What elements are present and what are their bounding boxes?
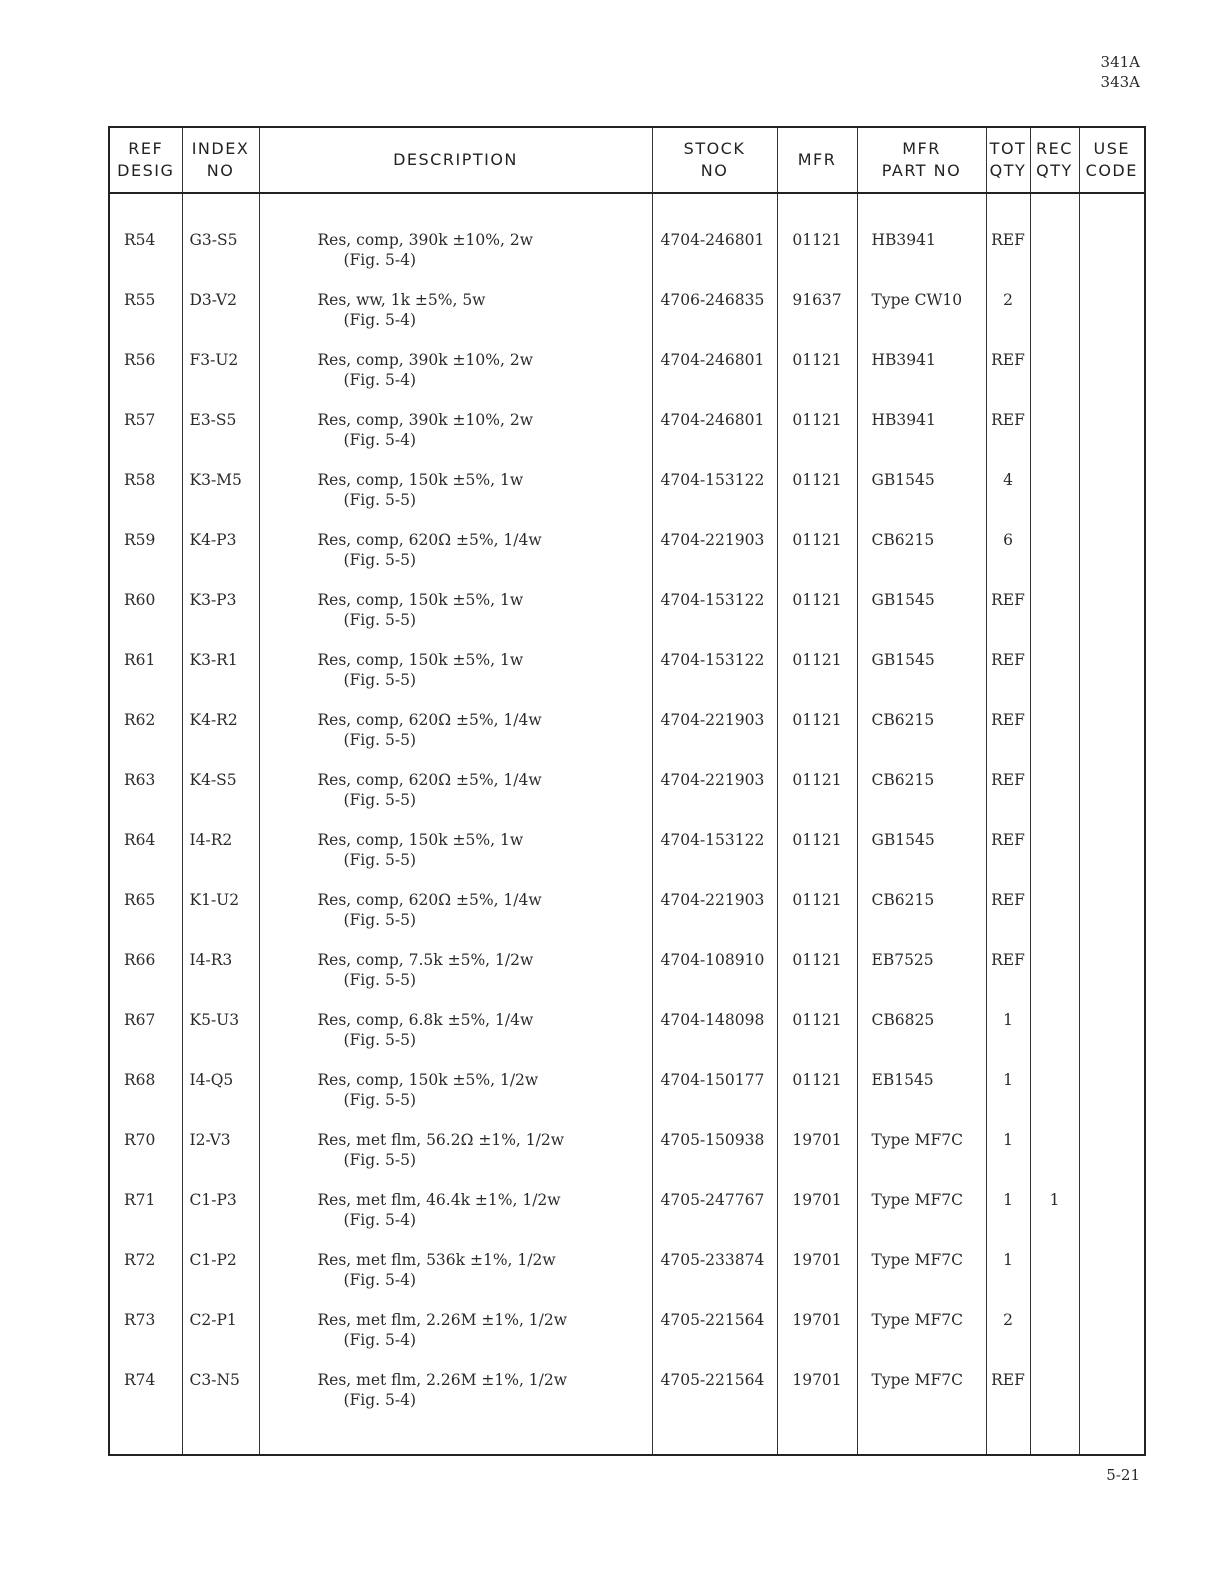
rec-qty-cell xyxy=(1030,1370,1079,1430)
stock-no-cell: 4704-148098 xyxy=(652,1010,777,1070)
stock-no-cell: 4704-153122 xyxy=(652,830,777,890)
tot-qty-cell: 1 xyxy=(986,1250,1030,1310)
mfr-code-cell: 01121 xyxy=(777,530,857,590)
description-text: Res, ww, 1k ±5%, 5w xyxy=(317,291,486,309)
rec-qty-cell xyxy=(1030,230,1079,290)
table-bottom-spacer xyxy=(109,1430,1145,1455)
mfr-part-no-cell: Type MF7C xyxy=(857,1130,986,1190)
stock-no-cell: 4704-108910 xyxy=(652,950,777,1010)
use-code-cell xyxy=(1079,290,1145,350)
index-no-cell: C3-N5 xyxy=(182,1370,259,1430)
stock-no-cell: 4704-246801 xyxy=(652,410,777,470)
table-row xyxy=(109,710,1145,770)
figure-reference: (Fig. 5-5) xyxy=(343,671,417,689)
tot-qty-cell: REF xyxy=(986,650,1030,710)
mfr-code-cell: 01121 xyxy=(777,830,857,890)
model-line: 341A xyxy=(1100,53,1140,71)
index-no-cell: E3-S5 xyxy=(182,410,259,470)
index-no-cell: K5-U3 xyxy=(182,1010,259,1070)
figure-reference: (Fig. 5-5) xyxy=(343,551,417,569)
use-code-cell xyxy=(1079,470,1145,530)
mfr-part-no-cell: Type MF7C xyxy=(857,1310,986,1370)
description-text: Res, comp, 620Ω ±5%, 1/4w xyxy=(317,891,542,909)
table-row xyxy=(109,650,1145,710)
figure-reference: (Fig. 5-4) xyxy=(343,431,417,449)
mfr-code-cell: 01121 xyxy=(777,410,857,470)
tot-qty-cell: REF xyxy=(986,830,1030,890)
description-cell xyxy=(259,890,652,950)
table-row xyxy=(109,530,1145,590)
ref-desig-cell: R65 xyxy=(109,890,182,950)
use-code-cell xyxy=(1079,1190,1145,1250)
ref-desig-cell: R54 xyxy=(109,230,182,290)
tot-qty-cell: REF xyxy=(986,950,1030,1010)
index-no-cell: K1-U2 xyxy=(182,890,259,950)
description-text: Res, met flm, 536k ±1%, 1/2w xyxy=(317,1251,556,1269)
use-code-cell xyxy=(1079,650,1145,710)
index-no-cell: F3-U2 xyxy=(182,350,259,410)
tot-qty-cell: 1 xyxy=(986,1070,1030,1130)
ref-desig-cell: R55 xyxy=(109,290,182,350)
stock-no-cell: 4705-233874 xyxy=(652,1250,777,1310)
description-text: Res, comp, 390k ±10%, 2w xyxy=(317,411,533,429)
description-cell xyxy=(259,410,652,470)
figure-reference: (Fig. 5-5) xyxy=(343,611,417,629)
table-row xyxy=(109,1070,1145,1130)
stock-no-cell: 4705-150938 xyxy=(652,1130,777,1190)
use-code-cell xyxy=(1079,410,1145,470)
tot-qty-cell: 2 xyxy=(986,290,1030,350)
model-number xyxy=(1101,52,1140,92)
figure-reference: (Fig. 5-4) xyxy=(343,1271,417,1289)
rec-qty-cell xyxy=(1030,710,1079,770)
use-code-cell xyxy=(1079,1310,1145,1370)
mfr-part-no-cell: Type CW10 xyxy=(857,290,986,350)
use-code-cell xyxy=(1079,830,1145,890)
ref-desig-cell: R62 xyxy=(109,710,182,770)
description-text: Res, met flm, 46.4k ±1%, 1/2w xyxy=(317,1191,561,1209)
description-text: Res, met flm, 56.2Ω ±1%, 1/2w xyxy=(317,1131,565,1149)
mfr-code-cell: 01121 xyxy=(777,590,857,650)
rec-qty-cell: 1 xyxy=(1030,1190,1079,1250)
description-cell xyxy=(259,1370,652,1430)
mfr-part-no-cell: CB6215 xyxy=(857,770,986,830)
description-cell xyxy=(259,710,652,770)
rec-qty-cell xyxy=(1030,1070,1079,1130)
mfr-part-no-cell: GB1545 xyxy=(857,470,986,530)
description-text: Res, comp, 7.5k ±5%, 1/2w xyxy=(317,951,534,969)
figure-reference: (Fig. 5-5) xyxy=(343,1091,417,1109)
rec-qty-cell xyxy=(1030,410,1079,470)
table-row xyxy=(109,1370,1145,1430)
tot-qty-cell: REF xyxy=(986,410,1030,470)
figure-reference: (Fig. 5-4) xyxy=(343,251,417,269)
tot-qty-cell: 1 xyxy=(986,1130,1030,1190)
use-code-cell xyxy=(1079,590,1145,650)
stock-no-cell: 4705-221564 xyxy=(652,1370,777,1430)
stock-no-cell: 4704-221903 xyxy=(652,890,777,950)
mfr-part-no-cell: CB6215 xyxy=(857,530,986,590)
mfr-code-cell: 01121 xyxy=(777,1070,857,1130)
use-code-cell xyxy=(1079,1250,1145,1310)
tot-qty-cell: 6 xyxy=(986,530,1030,590)
stock-no-cell: 4704-150177 xyxy=(652,1070,777,1130)
mfr-part-no-cell: EB7525 xyxy=(857,950,986,1010)
description-cell xyxy=(259,1310,652,1370)
index-no-cell: K4-S5 xyxy=(182,770,259,830)
rec-qty-cell xyxy=(1030,1250,1079,1310)
ref-desig-cell: R66 xyxy=(109,950,182,1010)
description-text: Res, met flm, 2.26M ±1%, 1/2w xyxy=(317,1371,568,1389)
mfr-code-cell: 01121 xyxy=(777,1010,857,1070)
ref-desig-cell: R60 xyxy=(109,590,182,650)
col-header-index-no: INDEX NO xyxy=(182,127,259,193)
use-code-cell xyxy=(1079,1370,1145,1430)
col-header-tot-qty: TOT QTY xyxy=(986,127,1030,193)
mfr-code-cell: 01121 xyxy=(777,890,857,950)
mfr-code-cell: 01121 xyxy=(777,350,857,410)
description-text: Res, comp, 390k ±10%, 2w xyxy=(317,351,533,369)
description-text: Res, comp, 620Ω ±5%, 1/4w xyxy=(317,771,542,789)
stock-no-cell: 4704-221903 xyxy=(652,530,777,590)
use-code-cell xyxy=(1079,530,1145,590)
description-cell xyxy=(259,830,652,890)
tot-qty-cell: 2 xyxy=(986,1310,1030,1370)
mfr-code-cell: 91637 xyxy=(777,290,857,350)
use-code-cell xyxy=(1079,350,1145,410)
rec-qty-cell xyxy=(1030,890,1079,950)
description-text: Res, comp, 620Ω ±5%, 1/4w xyxy=(317,711,542,729)
description-text: Res, comp, 150k ±5%, 1w xyxy=(317,651,524,669)
col-header-mfr: MFR xyxy=(777,127,857,193)
mfr-code-cell: 01121 xyxy=(777,230,857,290)
figure-reference: (Fig. 5-4) xyxy=(343,371,417,389)
ref-desig-cell: R58 xyxy=(109,470,182,530)
mfr-part-no-cell: GB1545 xyxy=(857,590,986,650)
stock-no-cell: 4704-221903 xyxy=(652,710,777,770)
ref-desig-cell: R67 xyxy=(109,1010,182,1070)
table-row xyxy=(109,350,1145,410)
mfr-part-no-cell: Type MF7C xyxy=(857,1190,986,1250)
description-cell xyxy=(259,1190,652,1250)
parts-list-table xyxy=(108,126,1146,1456)
ref-desig-cell: R74 xyxy=(109,1370,182,1430)
mfr-code-cell: 01121 xyxy=(777,650,857,710)
tot-qty-cell: 1 xyxy=(986,1190,1030,1250)
mfr-part-no-cell: CB6825 xyxy=(857,1010,986,1070)
description-text: Res, comp, 150k ±5%, 1w xyxy=(317,831,524,849)
tot-qty-cell: 1 xyxy=(986,1010,1030,1070)
description-cell xyxy=(259,1010,652,1070)
rec-qty-cell xyxy=(1030,650,1079,710)
table-row xyxy=(109,1190,1145,1250)
figure-reference: (Fig. 5-5) xyxy=(343,791,417,809)
stock-no-cell: 4704-153122 xyxy=(652,590,777,650)
rec-qty-cell xyxy=(1030,1130,1079,1190)
tot-qty-cell: REF xyxy=(986,890,1030,950)
mfr-part-no-cell: HB3941 xyxy=(857,410,986,470)
stock-no-cell: 4704-246801 xyxy=(652,350,777,410)
description-cell xyxy=(259,1130,652,1190)
table-row xyxy=(109,1010,1145,1070)
table-row xyxy=(109,1250,1145,1310)
ref-desig-cell: R61 xyxy=(109,650,182,710)
rec-qty-cell xyxy=(1030,350,1079,410)
tot-qty-cell: REF xyxy=(986,590,1030,650)
index-no-cell: K4-P3 xyxy=(182,530,259,590)
mfr-part-no-cell: Type MF7C xyxy=(857,1370,986,1430)
col-header-mfr-part-no: MFR PART NO xyxy=(857,127,986,193)
table-row xyxy=(109,230,1145,290)
use-code-cell xyxy=(1079,890,1145,950)
mfr-part-no-cell: GB1545 xyxy=(857,830,986,890)
col-header-description: DESCRIPTION xyxy=(259,127,652,193)
description-text: Res, comp, 6.8k ±5%, 1/4w xyxy=(317,1011,534,1029)
description-cell xyxy=(259,290,652,350)
description-cell xyxy=(259,470,652,530)
use-code-cell xyxy=(1079,1070,1145,1130)
description-cell xyxy=(259,1070,652,1130)
col-header-ref-desig: REF DESIG xyxy=(109,127,182,193)
ref-desig-cell: R68 xyxy=(109,1070,182,1130)
description-text: Res, comp, 390k ±10%, 2w xyxy=(317,231,533,249)
description-cell xyxy=(259,590,652,650)
figure-reference: (Fig. 5-5) xyxy=(343,1031,417,1049)
description-text: Res, met flm, 2.26M ±1%, 1/2w xyxy=(317,1311,568,1329)
figure-reference: (Fig. 5-4) xyxy=(343,1331,417,1349)
table-row xyxy=(109,410,1145,470)
ref-desig-cell: R57 xyxy=(109,410,182,470)
description-text: Res, comp, 620Ω ±5%, 1/4w xyxy=(317,531,542,549)
stock-no-cell: 4704-153122 xyxy=(652,470,777,530)
table-row xyxy=(109,470,1145,530)
ref-desig-cell: R71 xyxy=(109,1190,182,1250)
ref-desig-cell: R70 xyxy=(109,1130,182,1190)
figure-reference: (Fig. 5-4) xyxy=(343,311,417,329)
ref-desig-cell: R63 xyxy=(109,770,182,830)
figure-reference: (Fig. 5-4) xyxy=(343,1211,417,1229)
rec-qty-cell xyxy=(1030,590,1079,650)
index-no-cell: K3-R1 xyxy=(182,650,259,710)
table-row xyxy=(109,1130,1145,1190)
ref-desig-cell: R59 xyxy=(109,530,182,590)
table-row xyxy=(109,770,1145,830)
figure-reference: (Fig. 5-5) xyxy=(343,851,417,869)
index-no-cell: K4-R2 xyxy=(182,710,259,770)
model-line: 343A xyxy=(1100,73,1140,91)
stock-no-cell: 4705-247767 xyxy=(652,1190,777,1250)
parts-table-body xyxy=(109,193,1145,1455)
rec-qty-cell xyxy=(1030,1310,1079,1370)
use-code-cell xyxy=(1079,1010,1145,1070)
stock-no-cell: 4704-221903 xyxy=(652,770,777,830)
index-no-cell: C2-P1 xyxy=(182,1310,259,1370)
tot-qty-cell: REF xyxy=(986,350,1030,410)
index-no-cell: I4-Q5 xyxy=(182,1070,259,1130)
index-no-cell: I4-R2 xyxy=(182,830,259,890)
figure-reference: (Fig. 5-5) xyxy=(343,731,417,749)
mfr-part-no-cell: EB1545 xyxy=(857,1070,986,1130)
table-row xyxy=(109,590,1145,650)
figure-reference: (Fig. 5-5) xyxy=(343,911,417,929)
rec-qty-cell xyxy=(1030,1010,1079,1070)
description-cell xyxy=(259,530,652,590)
description-cell xyxy=(259,950,652,1010)
ref-desig-cell: R73 xyxy=(109,1310,182,1370)
ref-desig-cell: R72 xyxy=(109,1250,182,1310)
index-no-cell: C1-P3 xyxy=(182,1190,259,1250)
mfr-part-no-cell: HB3941 xyxy=(857,230,986,290)
table-row xyxy=(109,1310,1145,1370)
mfr-part-no-cell: Type MF7C xyxy=(857,1250,986,1310)
figure-reference: (Fig. 5-5) xyxy=(343,971,417,989)
description-cell xyxy=(259,230,652,290)
page-number: 5-21 xyxy=(1106,1466,1140,1484)
mfr-code-cell: 19701 xyxy=(777,1250,857,1310)
index-no-cell: K3-P3 xyxy=(182,590,259,650)
description-cell xyxy=(259,350,652,410)
col-header-rec-qty: REC QTY xyxy=(1030,127,1079,193)
use-code-cell xyxy=(1079,770,1145,830)
mfr-code-cell: 19701 xyxy=(777,1190,857,1250)
mfr-code-cell: 01121 xyxy=(777,770,857,830)
figure-reference: (Fig. 5-4) xyxy=(343,1391,417,1409)
stock-no-cell: 4704-153122 xyxy=(652,650,777,710)
index-no-cell: I2-V3 xyxy=(182,1130,259,1190)
description-cell xyxy=(259,650,652,710)
col-header-use-code: USE CODE xyxy=(1079,127,1145,193)
stock-no-cell: 4704-246801 xyxy=(652,230,777,290)
use-code-cell xyxy=(1079,710,1145,770)
mfr-part-no-cell: CB6215 xyxy=(857,890,986,950)
table-row xyxy=(109,830,1145,890)
index-no-cell: I4-R3 xyxy=(182,950,259,1010)
rec-qty-cell xyxy=(1030,530,1079,590)
description-cell xyxy=(259,1250,652,1310)
mfr-code-cell: 01121 xyxy=(777,710,857,770)
stock-no-cell: 4705-221564 xyxy=(652,1310,777,1370)
mfr-part-no-cell: CB6215 xyxy=(857,710,986,770)
description-cell xyxy=(259,770,652,830)
mfr-code-cell: 01121 xyxy=(777,470,857,530)
index-no-cell: D3-V2 xyxy=(182,290,259,350)
use-code-cell xyxy=(1079,950,1145,1010)
mfr-code-cell: 19701 xyxy=(777,1370,857,1430)
tot-qty-cell: REF xyxy=(986,770,1030,830)
mfr-code-cell: 19701 xyxy=(777,1310,857,1370)
table-header-row xyxy=(109,127,1145,193)
index-no-cell: K3-M5 xyxy=(182,470,259,530)
stock-no-cell: 4706-246835 xyxy=(652,290,777,350)
tot-qty-cell: 4 xyxy=(986,470,1030,530)
use-code-cell xyxy=(1079,230,1145,290)
description-text: Res, comp, 150k ±5%, 1w xyxy=(317,471,524,489)
rec-qty-cell xyxy=(1030,950,1079,1010)
use-code-cell xyxy=(1079,1130,1145,1190)
mfr-part-no-cell: GB1545 xyxy=(857,650,986,710)
ref-desig-cell: R56 xyxy=(109,350,182,410)
index-no-cell: G3-S5 xyxy=(182,230,259,290)
table-row xyxy=(109,290,1145,350)
tot-qty-cell: REF xyxy=(986,1370,1030,1430)
ref-desig-cell: R64 xyxy=(109,830,182,890)
rec-qty-cell xyxy=(1030,470,1079,530)
tot-qty-cell: REF xyxy=(986,230,1030,290)
figure-reference: (Fig. 5-5) xyxy=(343,491,417,509)
table-row xyxy=(109,950,1145,1010)
figure-reference: (Fig. 5-5) xyxy=(343,1151,417,1169)
description-text: Res, comp, 150k ±5%, 1w xyxy=(317,591,524,609)
table-top-spacer xyxy=(109,193,1145,230)
rec-qty-cell xyxy=(1030,770,1079,830)
mfr-part-no-cell: HB3941 xyxy=(857,350,986,410)
rec-qty-cell xyxy=(1030,830,1079,890)
table-row xyxy=(109,890,1145,950)
tot-qty-cell: REF xyxy=(986,710,1030,770)
index-no-cell: C1-P2 xyxy=(182,1250,259,1310)
description-text: Res, comp, 150k ±5%, 1/2w xyxy=(317,1071,539,1089)
mfr-code-cell: 01121 xyxy=(777,950,857,1010)
mfr-code-cell: 19701 xyxy=(777,1130,857,1190)
col-header-stock-no: STOCK NO xyxy=(652,127,777,193)
rec-qty-cell xyxy=(1030,290,1079,350)
